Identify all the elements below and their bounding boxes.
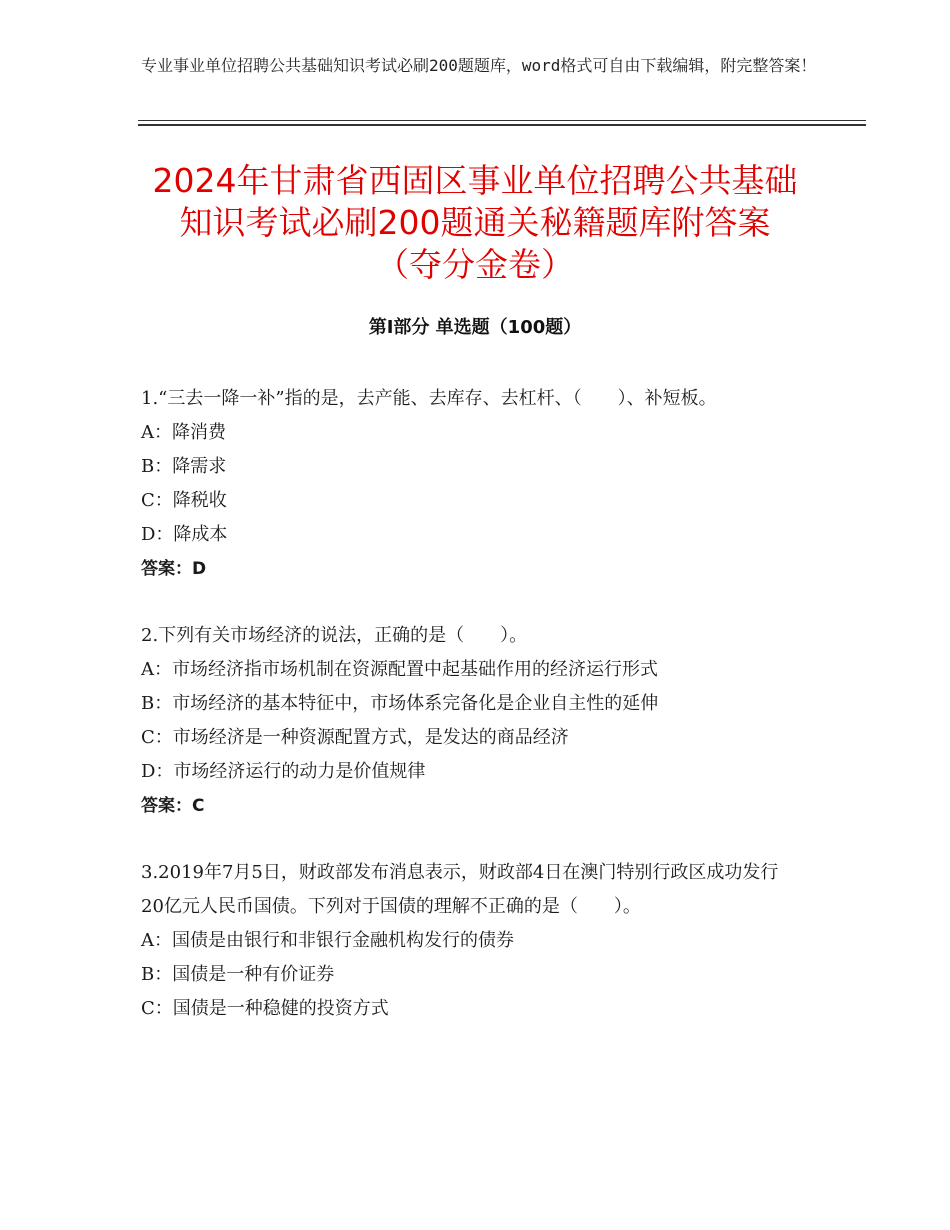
header-divider — [138, 120, 866, 121]
question-spacer — [141, 823, 791, 856]
question-2 — [141, 619, 791, 823]
question-1 — [141, 382, 791, 586]
option-a: A：降消费 — [141, 422, 226, 443]
option-b: B：降需求 — [141, 456, 227, 477]
option-b: B：市场经济的基本特征中，市场体系完备化是企业自主性的延伸 — [141, 693, 659, 714]
document-title — [100, 160, 850, 286]
title-line-3: （夺分金卷） — [376, 245, 574, 284]
option-a: A：国债是由银行和非银行金融机构发行的债券 — [141, 930, 514, 951]
answer: 答案：D — [141, 559, 207, 579]
title-line-2: 知识考试必刷200题通关秘籍题库附答案 — [179, 203, 771, 242]
header-divider-thick — [138, 124, 866, 126]
question-stem: 2.下列有关市场经济的说法，正确的是（ ）。 — [141, 625, 528, 646]
option-d: D：市场经济运行的动力是价值规律 — [141, 761, 426, 782]
option-c: C：降税收 — [141, 490, 227, 511]
question-spacer — [141, 586, 791, 619]
question-stem: 3.2019年7月5日，财政部发布消息表示，财政部4日在澳门特别行政区成功发行20亿元人民币国债。下列对于国债的理解不正确的是（ ）。 — [141, 862, 779, 917]
title-line-1: 2024年甘肃省西固区事业单位招聘公共基础 — [152, 161, 798, 200]
question-stem: 1.“三去一降一补”指的是，去产能、去库存、去杠杆、（ ）、补短板。 — [141, 388, 717, 409]
section-title: 第Ⅰ部分 单选题（100题） — [368, 317, 582, 338]
question-list — [141, 382, 791, 1026]
answer: 答案：C — [141, 796, 205, 816]
question-3 — [141, 856, 791, 1026]
option-a: A：市场经济指市场机制在资源配置中起基础作用的经济运行形式 — [141, 659, 658, 680]
option-c: C：市场经济是一种资源配置方式，是发达的商品经济 — [141, 727, 569, 748]
option-b: B：国债是一种有价证券 — [141, 964, 335, 985]
header-note: 专业事业单位招聘公共基础知识考试必刷200题题库，word格式可自由下载编辑，附完整答案！ — [141, 56, 817, 75]
option-c: C：国债是一种稳健的投资方式 — [141, 998, 389, 1019]
option-d: D：降成本 — [141, 524, 228, 545]
